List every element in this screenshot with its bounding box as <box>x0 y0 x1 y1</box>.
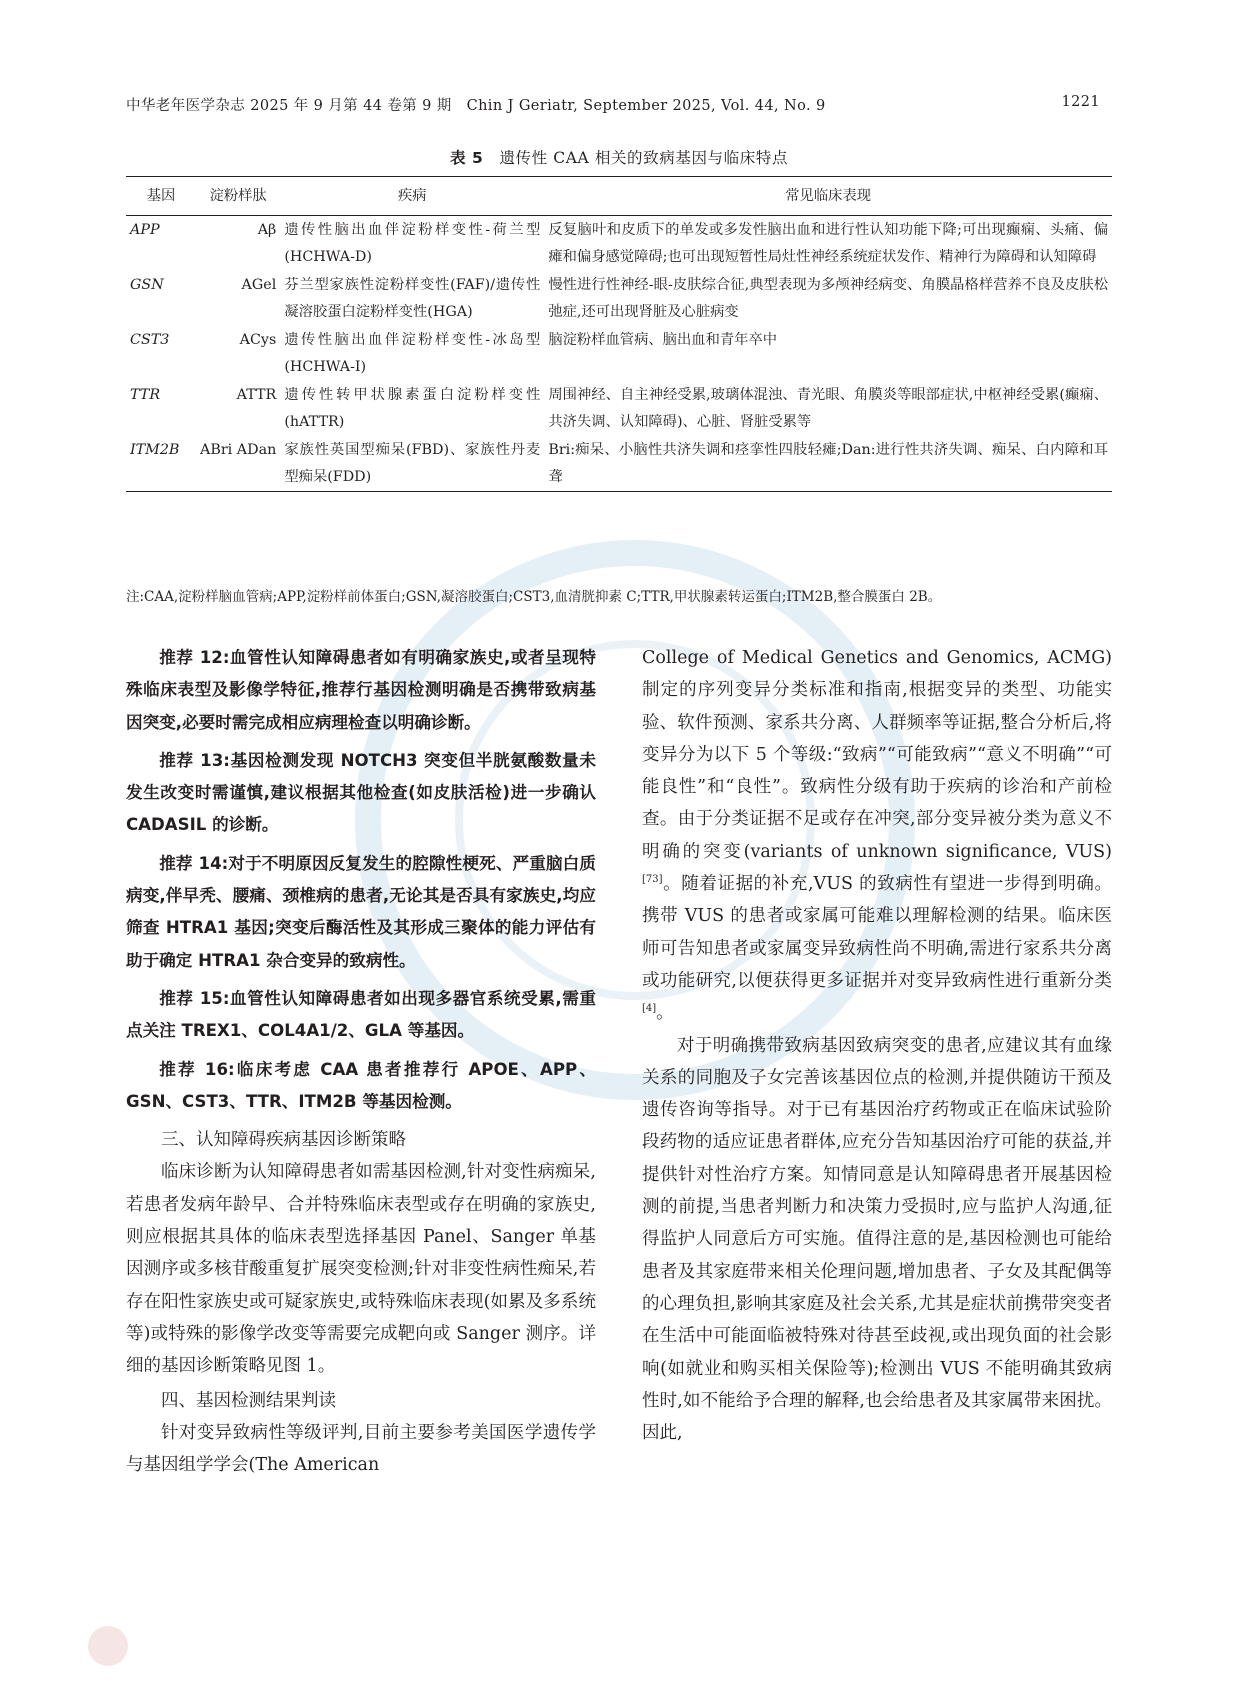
section-heading-diagnosis-strategy: 三、认知障碍疾病基因诊断策略 <box>161 1130 406 1151</box>
table-row <box>126 271 1112 326</box>
paragraph-text: 。 <box>656 1003 674 1024</box>
paragraph-text: College of Medical Genetics and Genomics, ACMG)制定的序列变异分类标准和指南,根据变异的类型、功能实验、软件预测、家系共分离、人群频率等证据,整合分析后,将变异分为以下 5 个等级:“致病”“可能致病”“意义不明确”“可能良性”和“良性”。致病性分级有助于疾病的诊治和产前检查。由于分类证据不足或存在冲突,部分变异被分类为意义不明确的突变(variants of unknown significance, VUS) <box>642 648 1112 862</box>
publisher-logo-icon <box>88 1626 128 1666</box>
body-paragraph: 对于明确携带致病基因致病突变的患者,应建议其有血缘关系的同胞及子女完善该基因位点的检测,并提供随访干预及遗传咨询等指导。对于已有基因治疗药物或正在临床试验阶段药物的适应证患者群体,应充分告知基因治疗可能的获益,并提供针对性治疗方案。知情同意是认知障碍患者开展基因检测的前提,当患者判断力和决策力受损时,应与监护人沟通,征得监护人同意后方可实施。值得注意的是,基因检测也可能给患者及其家庭带来相关伦理问题,增加患者、子女及其配偶等的心理负担,影响其家庭及社会关系,尤其是症状前携带突变者在生活中可能面临被特殊对待甚至歧视,或出现负面的社会影响(如就业和购买相关保险等);检测出 VUS 不能明确其致病性时,如不能给予合理的解释,也会给患者及其家属带来困扰。因此, <box>642 1035 1112 1444</box>
running-header <box>126 94 1100 116</box>
table-row <box>126 436 1112 492</box>
recommendation-12: 推荐 12:血管性认知障碍患者如有明确家族史,或者呈现特殊临床表型及影像学特征,推荐行基因检测明确是否携带致病基因突变,必要时需完成相应病理检查以明确诊断。 <box>126 648 596 732</box>
paragraph-text: 。随着证据的补充,VUS 的致病性有望进一步得到明确。携带 VUS 的患者或家属可能难以理解检测的结果。临床医师可告知患者或家属变异致病性尚不明确,需进行家系共分离或功能研究,以便获得更多证据并对变异致病性进行重新分类 <box>642 874 1112 991</box>
right-column <box>642 642 1112 1449</box>
recommendation-16: 推荐 16:临床考虑 CAA 患者推荐行 APOE、APP、GSN、CST3、TTR、ITM2B 等基因检测。 <box>126 1059 596 1111</box>
peptide-cell: ATTR <box>236 387 277 403</box>
citation-ref[interactable]: [4] <box>642 1003 657 1015</box>
signs-cell: 慢性进行性神经-眼-皮肤综合征,典型表现为多颅神经病变、角膜晶格样营养不良及皮肤松弛症,还可出现肾脏及心脏病变 <box>548 277 1108 320</box>
disease-cell: 芬兰型家族性淀粉样变性(FAF)/遗传性凝溶胶蛋白淀粉样变性(HGA) <box>284 277 541 320</box>
peptide-cell: ABri ADan <box>196 436 280 492</box>
table-label: 表 5 <box>449 149 484 167</box>
journal-citation: 中华老年医学杂志 2025 年 9 月第 44 卷第 9 期 Chin J Geriatr, September 2025, Vol. 44, No. 9 <box>126 98 826 114</box>
body-paragraph: 临床诊断为认知障碍患者如需基因检测,针对变性病痴呆,若患者发病年龄早、合并特殊临床表型或存在明确的家族史,则应根据其具体的临床表型选择基因 Panel、Sanger 单基因测序或多核苷酸重复扩展突变检测;针对非变性病性痴呆,若存在阳性家族史或可疑家族史,或特殊临床表现(如累及多系统等)或特殊的影像学改变等需要完成靶向或 Sanger 测序。详细的基因诊断策略见图 1。 <box>126 1162 596 1377</box>
signs-cell: 周围神经、自主神经受累,玻璃体混浊、青光眼、角膜炎等眼部症状,中枢神经受累(癫痫、共济失调、认知障碍)、心脏、肾脏受累等 <box>548 387 1108 430</box>
section-heading-result-interpretation: 四、基因检测结果判读 <box>161 1390 336 1411</box>
gene-cell: APP <box>130 222 160 238</box>
table-row <box>126 326 1112 381</box>
disease-cell: 遗传性脑出血伴淀粉样变性-荷兰型(HCHWA-D) <box>284 222 541 265</box>
recommendation-13: 推荐 13:基因检测发现 NOTCH3 突变但半胱氨酸数量未发生改变时需谨慎,建议根据其他检查(如皮肤活检)进一步确认 CADASIL 的诊断。 <box>126 750 596 835</box>
gene-table <box>126 176 1112 492</box>
body-paragraph <box>642 642 1112 1030</box>
table-header-row <box>126 177 1112 216</box>
recommendation-14: 推荐 14:对于不明原因反复发生的腔隙性梗死、严重脑白质病变,伴早秃、腰痛、颈椎病的患者,无论其是否具有家族史,均应筛查 HTRA1 基因;突变后酶活性及其形成三聚体的能力评估有助于确定 HTRA1 杂合变异的致病性。 <box>126 853 596 970</box>
body-paragraph: 针对变异致病性等级评判,目前主要参考美国医学遗传学与基因组学学会(The American <box>126 1422 596 1476</box>
disease-cell: 遗传性脑出血伴淀粉样变性-冰岛型(HCHWA-I) <box>284 332 541 375</box>
gene-cell: TTR <box>130 387 161 403</box>
gene-cell: GSN <box>130 277 164 293</box>
gene-cell: CST3 <box>130 332 170 348</box>
table-row <box>126 381 1112 436</box>
recommendation-15: 推荐 15:血管性认知障碍患者如出现多器官系统受累,需重点关注 TREX1、COL4A1/2、GLA 等基因。 <box>126 988 596 1041</box>
page-number: 1221 <box>1061 94 1100 110</box>
column-header-peptide: 淀粉样肽 <box>196 177 280 216</box>
signs-cell: Bri:痴呆、小脑性共济失调和痉挛性四肢轻瘫;Dan:进行性共济失调、痴呆、白内障和耳聋 <box>544 436 1112 492</box>
column-header-signs: 常见临床表现 <box>544 177 1112 216</box>
table-title: 遗传性 CAA 相关的致病基因与临床特点 <box>499 149 789 167</box>
citation-ref[interactable]: [73] <box>642 874 663 886</box>
peptide-cell: Aβ <box>257 222 277 238</box>
column-header-disease: 疾病 <box>280 177 544 216</box>
signs-cell: 脑淀粉样血管病、脑出血和青年卒中 <box>548 332 778 348</box>
column-header-gene: 基因 <box>126 177 196 216</box>
disease-cell: 遗传性转甲状腺素蛋白淀粉样变性(hATTR) <box>284 387 541 430</box>
left-column <box>126 642 596 1481</box>
table-footnote: 注:CAA,淀粉样脑血管病;APP,淀粉样前体蛋白;GSN,凝溶胶蛋白;CST3,血清胱抑素 C;TTR,甲状腺素转运蛋白;ITM2B,整合膜蛋白 2B。 <box>126 589 942 605</box>
peptide-cell: AGel <box>241 277 277 293</box>
signs-cell: 反复脑叶和皮质下的单发或多发性脑出血和进行性认知功能下降;可出现癫痫、头痛、偏瘫和偏身感觉障碍;也可出现短暂性局灶性神经系统症状发作、精神行为障碍和认知障碍 <box>548 222 1108 265</box>
peptide-cell: ACys <box>239 332 277 348</box>
table-row <box>126 216 1112 272</box>
gene-cell: ITM2B <box>126 436 196 492</box>
disease-cell: 家族性英国型痴呆(FBD)、家族性丹麦型痴呆(FDD) <box>280 436 544 492</box>
table-caption <box>126 146 1112 168</box>
